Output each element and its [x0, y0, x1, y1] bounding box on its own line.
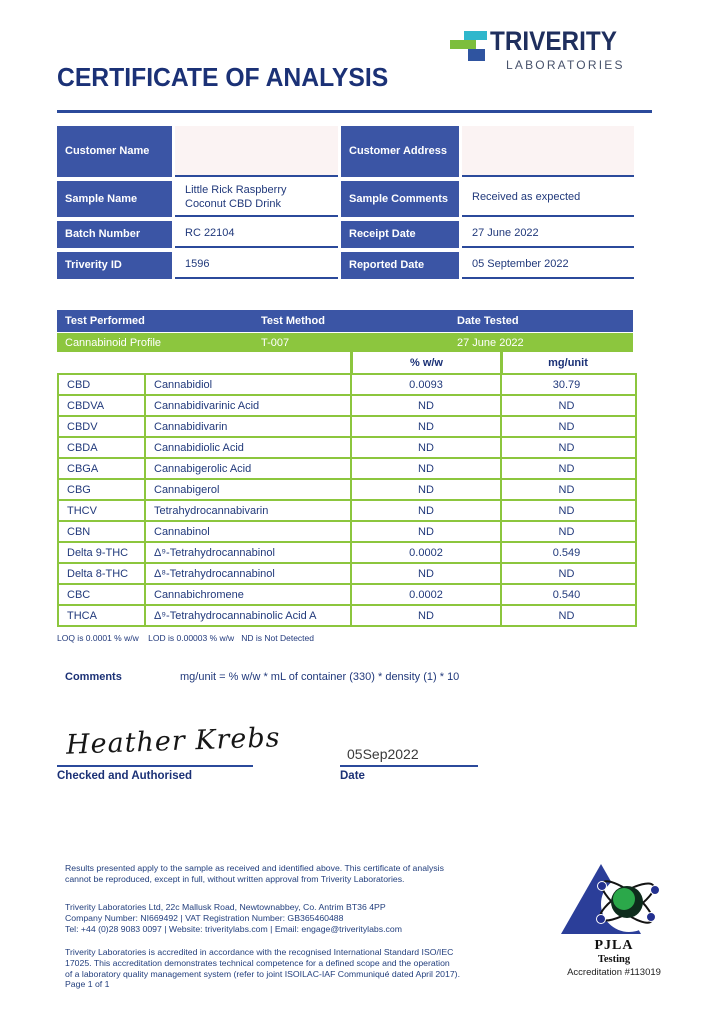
table-row	[59, 606, 635, 627]
analyte-mg-unit: ND	[500, 438, 631, 457]
footer-line: cannot be reproduced, except in full, without written approval from Triverity Laboratories.	[65, 873, 405, 884]
analyte-pct-ww: ND	[350, 480, 500, 499]
analyte-mg-unit: ND	[500, 396, 631, 415]
analyte-mg-unit: ND	[500, 606, 631, 625]
logo-green-block-icon	[450, 40, 476, 49]
table-row	[59, 480, 635, 501]
info-label: Sample Comments	[341, 181, 459, 217]
info-label: Triverity ID	[57, 252, 172, 279]
analyte-code: THCA	[67, 609, 97, 622]
table-row	[59, 459, 635, 480]
analyte-code: CBDVA	[67, 399, 105, 412]
analyte-name: Cannabidivarinic Acid	[144, 396, 350, 415]
footer-line: Page 1 of 1	[65, 979, 110, 990]
col-test-performed: Test Performed	[65, 315, 145, 327]
pjla-type-label: Testing	[597, 954, 631, 965]
info-value-redacted	[462, 126, 634, 177]
analyte-pct-ww: 0.0093	[350, 375, 500, 394]
title-divider	[57, 110, 652, 113]
analyte-pct-ww: ND	[350, 501, 500, 520]
pjla-accreditation-logo	[534, 862, 694, 978]
analyte-name: Δ⁹-Tetrahydrocannabinol	[144, 543, 350, 562]
analyte-name: Cannabichromene	[144, 585, 350, 604]
signoff-date-value: 05Sep2022	[347, 746, 419, 762]
info-value: 27 June 2022	[462, 221, 634, 248]
comments-text: mg/unit = % w/w * mL of container (330) * density (1) * 10	[180, 671, 460, 683]
analyte-code: Delta 9-THC	[67, 546, 129, 559]
analyte-pct-ww: ND	[350, 396, 500, 415]
info-label: Sample Name	[57, 181, 172, 217]
date-label: Date	[340, 770, 365, 782]
analyte-pct-ww: ND	[350, 564, 500, 583]
analyte-pct-ww: 0.0002	[350, 585, 500, 604]
units-spacer	[57, 352, 144, 373]
analyte-code: THCV	[67, 504, 97, 517]
footer-company-info	[65, 902, 402, 934]
footer-line: Tel: +44 (0)28 9083 0097 | Website: triveritylabs.com | Email: engage@triveritylabs.com	[65, 923, 402, 934]
analyte-code: CBDA	[67, 441, 98, 454]
footer-line: Company Number: NI669492 | VAT Registration Number: GB365460488	[65, 912, 344, 923]
col-test-method: Test Method	[261, 315, 325, 327]
analyte-name: Cannabinol	[144, 522, 350, 541]
checked-authorised-label: Checked and Authorised	[57, 770, 193, 782]
info-value: RC 22104	[175, 221, 338, 248]
footer-line: Triverity Laboratories Ltd, 22c Mallusk Road, Newtownabbey, Co. Antrim BT36 4PP	[65, 902, 386, 912]
signature-text: Heather Krebs	[65, 722, 282, 761]
analyte-name: Cannabigerol	[144, 480, 350, 499]
analyte-pct-ww: ND	[350, 438, 500, 457]
analyte-mg-unit: ND	[500, 501, 631, 520]
pjla-org-label: PJLA	[594, 938, 634, 953]
info-label: Customer Name	[57, 126, 172, 177]
analyte-pct-ww: ND	[350, 417, 500, 436]
analyte-mg-unit: ND	[500, 480, 631, 499]
pjla-triangle-atom-icon	[539, 862, 689, 940]
analyte-code: CBN	[67, 525, 91, 538]
analyte-mg-unit: ND	[500, 564, 631, 583]
table-row	[59, 585, 635, 606]
analyte-pct-ww: 0.0002	[350, 543, 500, 562]
analyte-mg-unit: 0.549	[500, 543, 631, 562]
brand-subtitle: LABORATORIES	[506, 58, 625, 72]
table-row	[59, 375, 635, 396]
analyte-name: Cannabidiolic Acid	[144, 438, 350, 457]
info-value: 1596	[175, 252, 338, 279]
analyte-name: Cannabidiol	[144, 375, 350, 394]
profile-method: T-007	[261, 336, 290, 349]
profile-date: 27 June 2022	[457, 336, 524, 349]
info-label: Customer Address	[341, 126, 459, 177]
date-line	[340, 765, 478, 767]
footer-line: of a laboratory quality management system (refer to joint ISOILAC-IAF Communiqué dated April 2017).	[65, 968, 460, 979]
info-label: Batch Number	[57, 221, 172, 248]
footer-disclaimer	[65, 863, 444, 885]
table-row	[59, 522, 635, 543]
table-row	[59, 501, 635, 522]
logo-blue-block-icon	[468, 49, 485, 61]
results-table	[57, 373, 637, 627]
profile-row	[57, 333, 633, 352]
units-spacer	[144, 352, 350, 373]
pjla-accreditation-number: Accreditation #113019	[567, 967, 661, 978]
table-row	[59, 417, 635, 438]
analyte-mg-unit: 30.79	[500, 375, 631, 394]
analyte-name: Tetrahydrocannabivarin	[144, 501, 350, 520]
table-row	[59, 438, 635, 459]
analyte-code: CBG	[67, 483, 91, 496]
info-label: Reported Date	[341, 252, 459, 279]
footer-line: Results presented apply to the sample as received and identified above. This certificate of analysis	[65, 863, 444, 873]
results-header-row	[57, 310, 633, 332]
analyte-name: Δ⁸-Tetrahydrocannabinol	[144, 564, 350, 583]
unit-pct-header: % w/w	[350, 352, 500, 373]
analyte-mg-unit: 0.540	[500, 585, 631, 604]
footer-line: Triverity Laboratories is accredited in accordance with the recognised International Standard ISO/IEC	[65, 947, 454, 957]
table-row	[59, 543, 635, 564]
analyte-name: Cannabidivarin	[144, 417, 350, 436]
analyte-mg-unit: ND	[500, 459, 631, 478]
analyte-pct-ww: ND	[350, 606, 500, 625]
analyte-code: Delta 8-THC	[67, 567, 129, 580]
analyte-pct-ww: ND	[350, 459, 500, 478]
analyte-pct-ww: ND	[350, 522, 500, 541]
logo-teal-block-icon	[464, 31, 487, 40]
info-value: Received as expected	[462, 181, 634, 217]
info-value: Little Rick Raspberry Coconut CBD Drink	[175, 181, 338, 217]
analyte-code: CBC	[67, 588, 91, 601]
profile-name: Cannabinoid Profile	[65, 336, 162, 349]
info-value-redacted	[175, 126, 338, 177]
loq-lod-footnote: LOQ is 0.0001 % w/w LOD is 0.00003 % w/w ND is Not Detected	[57, 633, 314, 643]
col-date-tested: Date Tested	[457, 315, 519, 327]
table-row	[59, 396, 635, 417]
analyte-name: Cannabigerolic Acid	[144, 459, 350, 478]
signature-line	[57, 765, 253, 767]
comments-label: Comments	[65, 671, 122, 683]
analyte-code: CBD	[67, 378, 91, 391]
analyte-code: CBDV	[67, 420, 98, 433]
customer-info-table	[57, 126, 634, 279]
analyte-mg-unit: ND	[500, 522, 631, 541]
footer-accreditation-note	[65, 947, 460, 990]
units-row	[57, 352, 633, 373]
table-row	[59, 564, 635, 585]
info-label: Receipt Date	[341, 221, 459, 248]
brand-logo	[450, 26, 660, 78]
footer-line: 17025. This accreditation demonstrates technical competence for a defined scope and the operation	[65, 957, 450, 968]
unit-mg-header: mg/unit	[500, 352, 633, 373]
analyte-name: Δ⁹-Tetrahydrocannabinolic Acid A	[144, 606, 350, 625]
analyte-mg-unit: ND	[500, 417, 631, 436]
info-value: 05 September 2022	[462, 252, 634, 279]
analyte-code: CBGA	[67, 462, 99, 475]
page-title: CERTIFICATE OF ANALYSIS	[57, 62, 389, 92]
brand-name: TRIVERITY	[490, 26, 617, 56]
